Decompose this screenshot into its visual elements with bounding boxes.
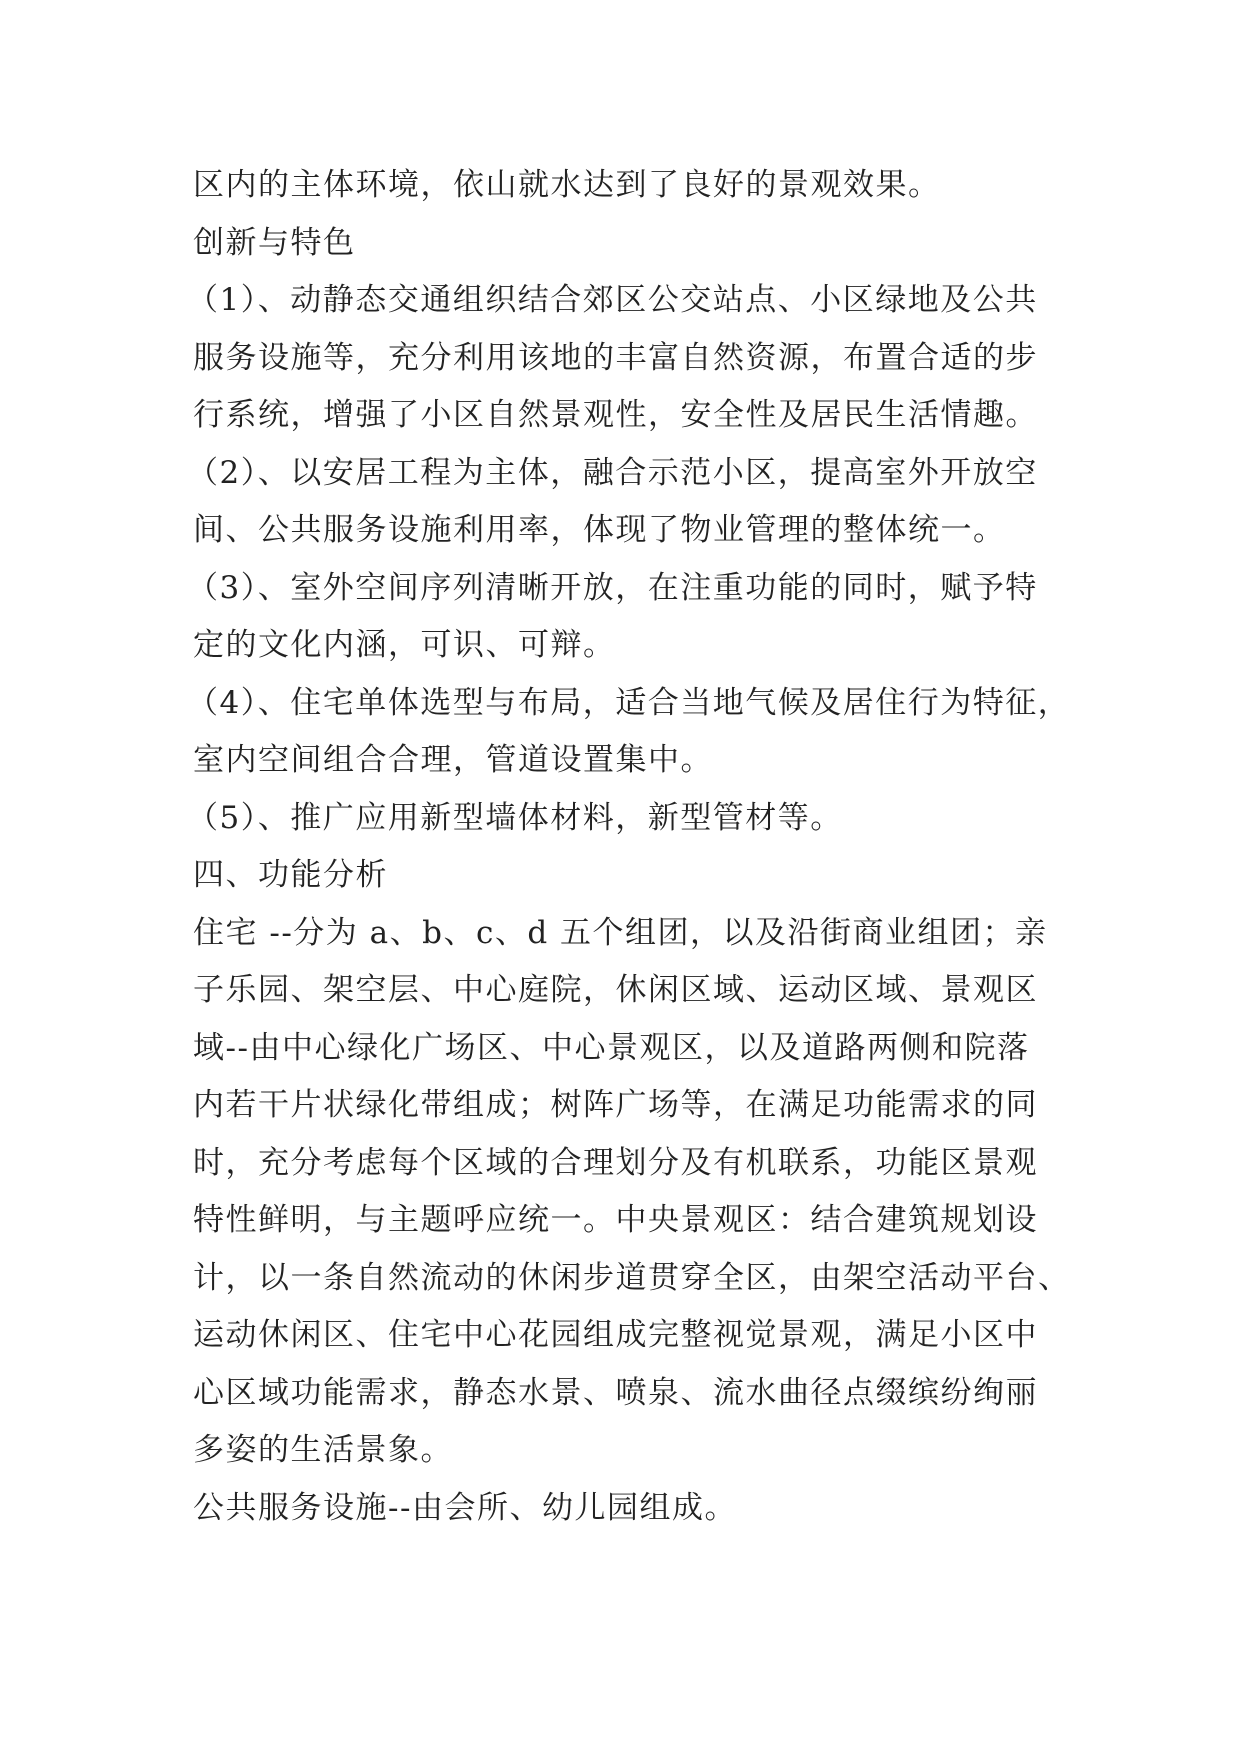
body-line: 间、公共服务设施利用率，体现了物业管理的整体统一。 (193, 512, 1006, 548)
body-line: 多姿的生活景象。 (193, 1432, 453, 1468)
body-line: 公共服务设施--由会所、幼儿园组成。 (193, 1489, 737, 1526)
body-line: 区内的主体环境，依山就水达到了良好的景观效果。 (193, 167, 941, 203)
body-line: 住宅 --分为 a、b、c、d 五个组团，以及沿街商业组团；亲 (193, 914, 1048, 951)
list-item-3: （3）、室外空间序列清晰开放，在注重功能的同时，赋予特 (187, 569, 1038, 606)
body-line: 行系统，增强了小区自然景观性，安全性及居民生活情趣。 (193, 397, 1038, 433)
body-line: 计，以一条自然流动的休闲步道贯穿全区，由架空活动平台、 (193, 1259, 1071, 1296)
list-item-1: （1）、动静态交通组织结合郊区公交站点、小区绿地及公共 (187, 282, 1038, 318)
document-body (187, 157, 1073, 1537)
list-item-4: （4）、住宅单体选型与布局，适合当地气候及居住行为特征， (187, 684, 1071, 721)
body-line: 室内空间组合合理，管道设置集中。 (193, 742, 713, 778)
body-line: 运动休闲区、住宅中心花园组成完整视觉景观，满足小区中 (193, 1317, 1038, 1353)
body-line: 心区域功能需求，静态水景、喷泉、流水曲径点缀缤纷绚丽 (193, 1374, 1038, 1411)
body-line: 服务设施等，充分利用该地的丰富自然资源，布置合适的步 (193, 339, 1038, 376)
body-line: 定的文化内涵，可识、可辩。 (193, 627, 616, 663)
body-line: 内若干片状绿化带组成；树阵广场等，在满足功能需求的同 (193, 1087, 1038, 1123)
body-line: 子乐园、架空层、中心庭院，休闲区域、运动区域、景观区 (193, 972, 1038, 1008)
section-heading-function-analysis: 四、功能分析 (193, 857, 388, 893)
list-item-2: （2）、以安居工程为主体，融合示范小区，提高室外开放空 (187, 454, 1038, 491)
body-line: 时，充分考虑每个区域的合理划分及有机联系，功能区景观 (193, 1144, 1038, 1181)
list-item-5: （5）、推广应用新型墙体材料，新型管材等。 (187, 799, 843, 836)
body-line: 域--由中心绿化广场区、中心景观区，以及道路两侧和院落 (193, 1029, 1030, 1066)
body-line: 特性鲜明，与主题呼应统一。中央景观区：结合建筑规划设 (193, 1202, 1038, 1238)
section-heading-innovation: 创新与特色 (193, 224, 356, 261)
